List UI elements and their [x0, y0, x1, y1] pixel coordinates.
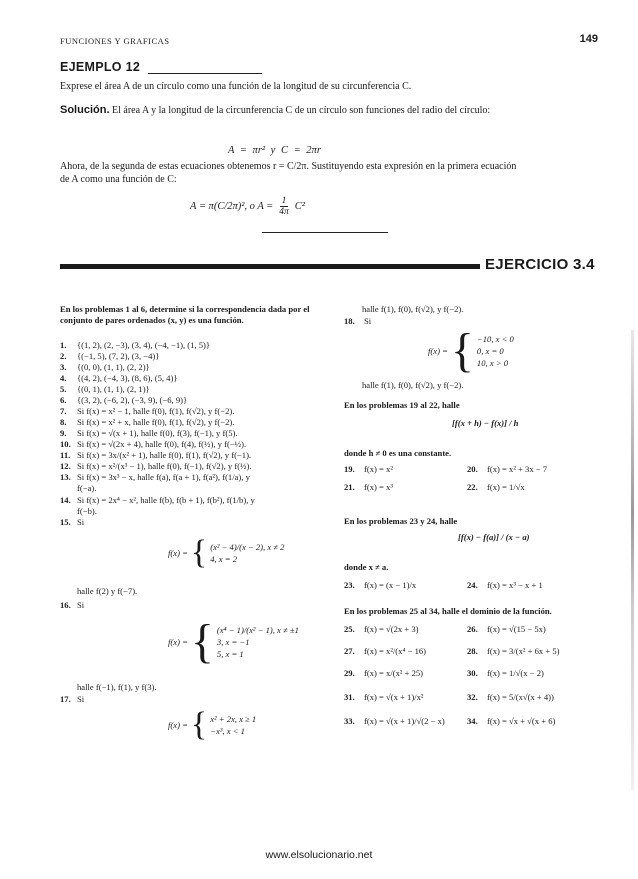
- end-of-example-rule: [262, 232, 388, 233]
- example-problem: Exprese el área A de un círculo como una función de la longitud de su circunferencia C.: [60, 81, 412, 92]
- list-item: 23. f(x) = (x − 1)/x: [344, 580, 417, 590]
- piecewise-18: [428, 324, 514, 377]
- list-item: 4. {(4, 2), (−4, 3), (8, 6), (5, 4)}: [60, 373, 178, 383]
- list-item: 9. Si f(x) = √(x + 1), halle f(0), f(3), f(−1), y f(5).: [60, 428, 238, 438]
- piecewise-17: [168, 708, 256, 742]
- list-item: 3. {(0, 0), (1, 1), (2, 2)}: [60, 362, 150, 372]
- piecewise-16: [168, 615, 299, 668]
- example-title: EJEMPLO 12: [60, 60, 141, 74]
- list-item: 15. Si: [60, 517, 85, 527]
- list-item: 16. Si: [60, 600, 85, 610]
- list-item: 1. {(1, 2), (2, −3), (3, 4), (−4, −1), (1, 5)}: [60, 340, 211, 350]
- equation-area-circumference: A = πr² y C = 2πr: [228, 145, 321, 156]
- p16-halle: halle f(−1), f(1), y f(3).: [77, 682, 157, 692]
- donde-23: donde x ≠ a.: [344, 562, 389, 572]
- list-item: 5. {(0, 1), (1, 1), (2, 1)}: [60, 384, 150, 394]
- p17-case-1: x² + 2x, x ≥ 1: [210, 713, 257, 724]
- list-item: 30. f(x) = 1/√(x − 2): [467, 668, 544, 678]
- p18-case-1: −10, x < 0: [476, 333, 514, 344]
- list-item: f(−b).: [77, 506, 97, 516]
- example-solution: [60, 104, 530, 117]
- p15-fx: f(x) =: [168, 547, 188, 558]
- p17-case-2: −x³, x < 1: [210, 725, 245, 736]
- list-item: 20. f(x) = x² + 3x − 7: [467, 464, 548, 474]
- p16-cases: [217, 625, 299, 660]
- exercise-intro: En los problemas 1 al 6, determine si la correspondencia dada por el conjunto de pares ordenados (x, y) es una función.: [60, 304, 310, 325]
- intro-25-34: En los problemas 25 al 34, halle el dominio de la función.: [344, 606, 552, 616]
- p18-case-2: 0, x = 0: [476, 345, 504, 356]
- p15-case-2: 4, x = 2: [210, 553, 238, 564]
- p16-fx: f(x) =: [168, 636, 188, 647]
- left-brace-icon: {: [190, 615, 214, 668]
- page-number: 149: [579, 33, 598, 45]
- list-item: 29. f(x) = x/(x² + 25): [344, 668, 424, 678]
- list-item: 21. f(x) = x³: [344, 482, 393, 492]
- p15-case-1: (x² − 4)/(x − 2), x ≠ 2: [210, 541, 285, 552]
- footer-url: www.elsolucionario.net: [265, 849, 373, 861]
- eq2-left: A = π(C/2π)², o A =: [190, 201, 274, 212]
- left-brace-icon: {: [450, 324, 474, 377]
- list-item: 17. Si: [60, 694, 85, 704]
- left-brace-icon: {: [190, 534, 208, 571]
- r-halle-2: halle f(1), f(0), f(√2), y f(−2).: [362, 380, 464, 390]
- list-item: 19. f(x) = x²: [344, 464, 393, 474]
- p16-case-3: 5, x = 1: [216, 648, 244, 659]
- p18-fx: f(x) =: [428, 345, 448, 356]
- eq2-fraction: [279, 196, 289, 217]
- list-item: 14. Si f(x) = 2x⁴ − x², halle f(b), f(b + 1), f(b²), f(1/b), y: [60, 495, 255, 505]
- list-item: 26. f(x) = √(15 − 5x): [467, 624, 546, 634]
- list-item: 18. Si: [344, 316, 372, 326]
- donde-19: donde h ≠ 0 es una constante.: [344, 448, 452, 458]
- p15-halle: halle f(2) y f(−7).: [77, 586, 138, 596]
- p18-case-3: 10, x > 0: [476, 357, 509, 368]
- running-header: FUNCIONES Y GRAFICAS: [60, 36, 170, 46]
- intro-19-22: En los problemas 19 al 22, halle: [344, 400, 460, 410]
- list-item: 10. Si f(x) = √(2x + 4), halle f(0), f(4), f(½), y f(−½).: [60, 439, 247, 449]
- example-explanation: Ahora, de la segunda de estas ecuaciones obtenemos r = C/2π. Sustituyendo esta expresión en la primera ecuación de A como una función de C:: [60, 161, 517, 185]
- list-item: 7. Si f(x) = x² − 1, halle f(0), f(1), f(√2), y f(−2).: [60, 406, 235, 416]
- exercise-banner-bar: [60, 264, 480, 269]
- list-item: 24. f(x) = x³ − x + 1: [467, 580, 543, 590]
- difference-quotient-1: [f(x + h) − f(x)] / h: [452, 418, 519, 428]
- list-item: 28. f(x) = 3/(x² + 6x + 5): [467, 646, 560, 656]
- equation-result: [190, 196, 305, 217]
- solution-text: El área A y la longitud de la circunferencia C de un círculo son funciones del radio del círculo:: [112, 105, 491, 116]
- list-item: 2. {(−1, 5), (7, 2), (3, −4)}: [60, 351, 160, 361]
- list-item: f(−a).: [77, 483, 97, 493]
- title-underline: [148, 73, 262, 74]
- list-item: 25. f(x) = √(2x + 3): [344, 624, 419, 634]
- p16-case-2: 3, x = −1: [216, 636, 250, 647]
- piecewise-15: [168, 536, 284, 570]
- p15-cases: [210, 542, 284, 565]
- scan-edge-shadow: [631, 330, 634, 790]
- intro-23-24: En los problemas 23 y 24, halle: [344, 516, 458, 526]
- list-item: 34. f(x) = √x + √(x + 6): [467, 716, 556, 726]
- list-item: 31. f(x) = √(x + 1)/x²: [344, 692, 424, 702]
- list-item: 11. Si f(x) = 3x/(x² + 1), halle f(0), f(1), f(√2), y f(−1).: [60, 450, 252, 460]
- list-item: 6. {(3, 2), (−6, 2), (−3, 9), (−6, 9)}: [60, 395, 188, 405]
- list-item: 33. f(x) = √(x + 1)/√(2 − x): [344, 716, 445, 726]
- solution-label: Solución.: [60, 104, 110, 116]
- list-item: 27. f(x) = x²/(x⁴ − 16): [344, 646, 427, 656]
- eq2-numerator: 1: [281, 196, 287, 206]
- p17-fx: f(x) =: [168, 719, 188, 730]
- list-item: 22. f(x) = 1/√x: [467, 482, 525, 492]
- exercise-title: EJERCICIO 3.4: [485, 256, 595, 273]
- difference-quotient-2: [f(x) − f(a)] / (x − a): [458, 532, 530, 542]
- list-item: 8. Si f(x) = x² + x, halle f(0), f(1), f(√2), y f(−2).: [60, 417, 235, 427]
- list-item: 13. Si f(x) = 3x³ − x, halle f(a), f(a + 1), f(a²), f(1/a), y: [60, 472, 250, 482]
- list-item: 12. Si f(x) = x²/(x³ − 1), halle f(0), f(−1), f(√2), y f(½).: [60, 461, 252, 471]
- r-halle-1: halle f(1), f(0), f(√2), y f(−2).: [362, 304, 464, 314]
- eq2-denominator: 4π: [279, 207, 289, 217]
- p17-cases: [210, 714, 256, 737]
- left-brace-icon: {: [190, 706, 208, 743]
- p18-cases: [477, 334, 514, 369]
- eq2-tail: C²: [294, 201, 305, 212]
- p16-case-1: (x⁴ − 1)/(x² − 1), x ≠ ±1: [216, 624, 299, 635]
- list-item: 32. f(x) = 5/(x√(x + 4)): [467, 692, 554, 702]
